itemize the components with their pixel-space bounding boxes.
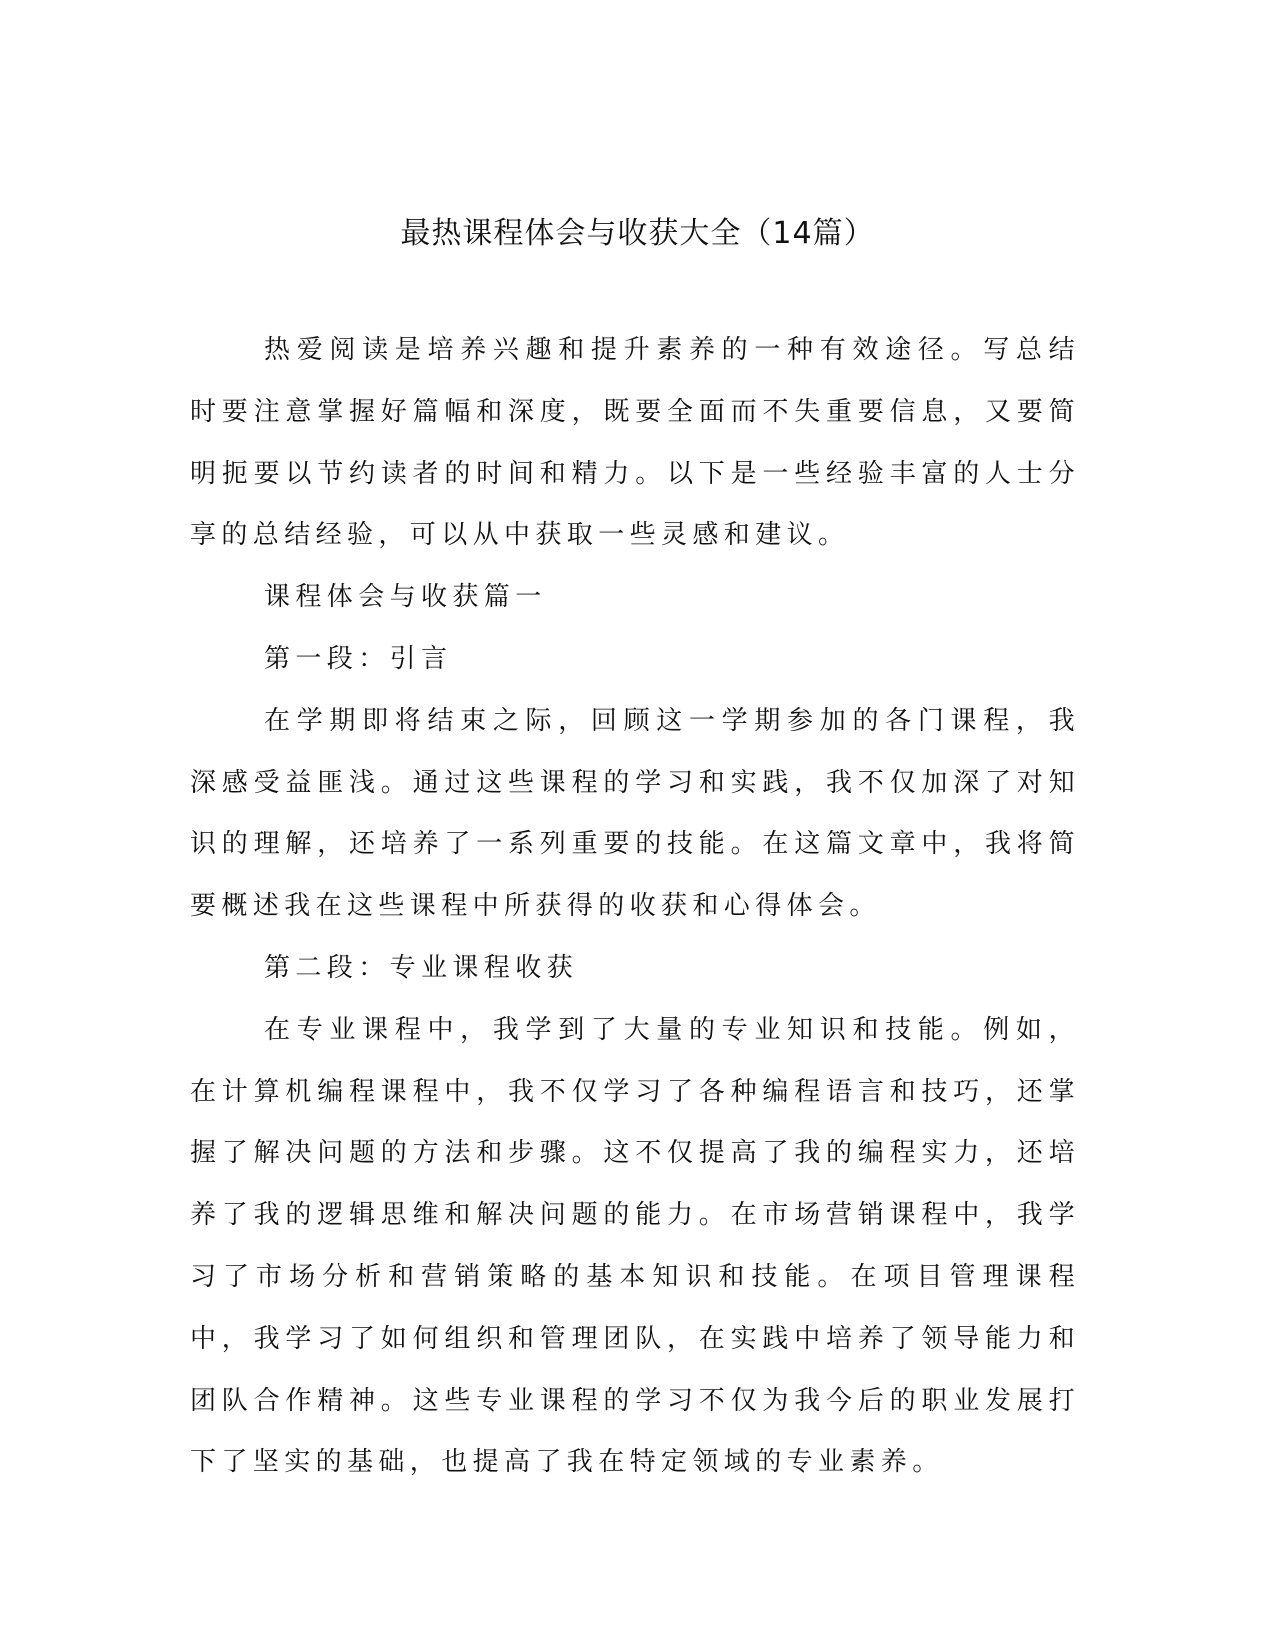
section-paragraph: 在学期即将结束之际，回顾这一学期参加的各门课程，我深感受益匪浅。通过这些课程的学习和实践，我不仅加深了对知识的理解，还培养了一系列重要的技能。在这篇文章中，我将简要概述我在这些课程中所获得的收获和心得体会。 xyxy=(190,705,1080,922)
intro-paragraph: 热爱阅读是培养兴趣和提升素养的一种有效途径。写总结时要注意掌握好篇幅和深度，既要全面而不失重要信息，又要简明扼要以节约读者的时间和精力。以下是一些经验丰富的人士分享的总结经验，可以从中获取一些灵感和建议。 xyxy=(190,335,1080,551)
document-title: 最热课程体会与收获大全（14篇） xyxy=(400,216,875,251)
section-paragraph: 在专业课程中，我学到了大量的专业知识和技能。例如，在计算机编程课程中，我不仅学习了各种编程语言和技巧，还掌握了解决问题的方法和步骤。这不仅提高了我的编程实力，还培养了我的逻辑思维和解决问题的能力。在市场营销课程中，我学习了市场分析和营销策略的基本知识和技能。在项目管理课程中，我学习了如何组织和管理团队，在实践中培养了领导能力和团队合作精神。这些专业课程的学习不仅为我今后的职业发展打下了坚实的基础，也提高了我在特定领域的专业素养。 xyxy=(190,1014,1080,1478)
section-heading: 第一段：引言 xyxy=(264,643,453,674)
document-body xyxy=(190,320,1080,1494)
section-heading: 第二段：专业课程收获 xyxy=(264,952,579,983)
article-heading: 课程体会与收获篇一 xyxy=(264,582,547,613)
